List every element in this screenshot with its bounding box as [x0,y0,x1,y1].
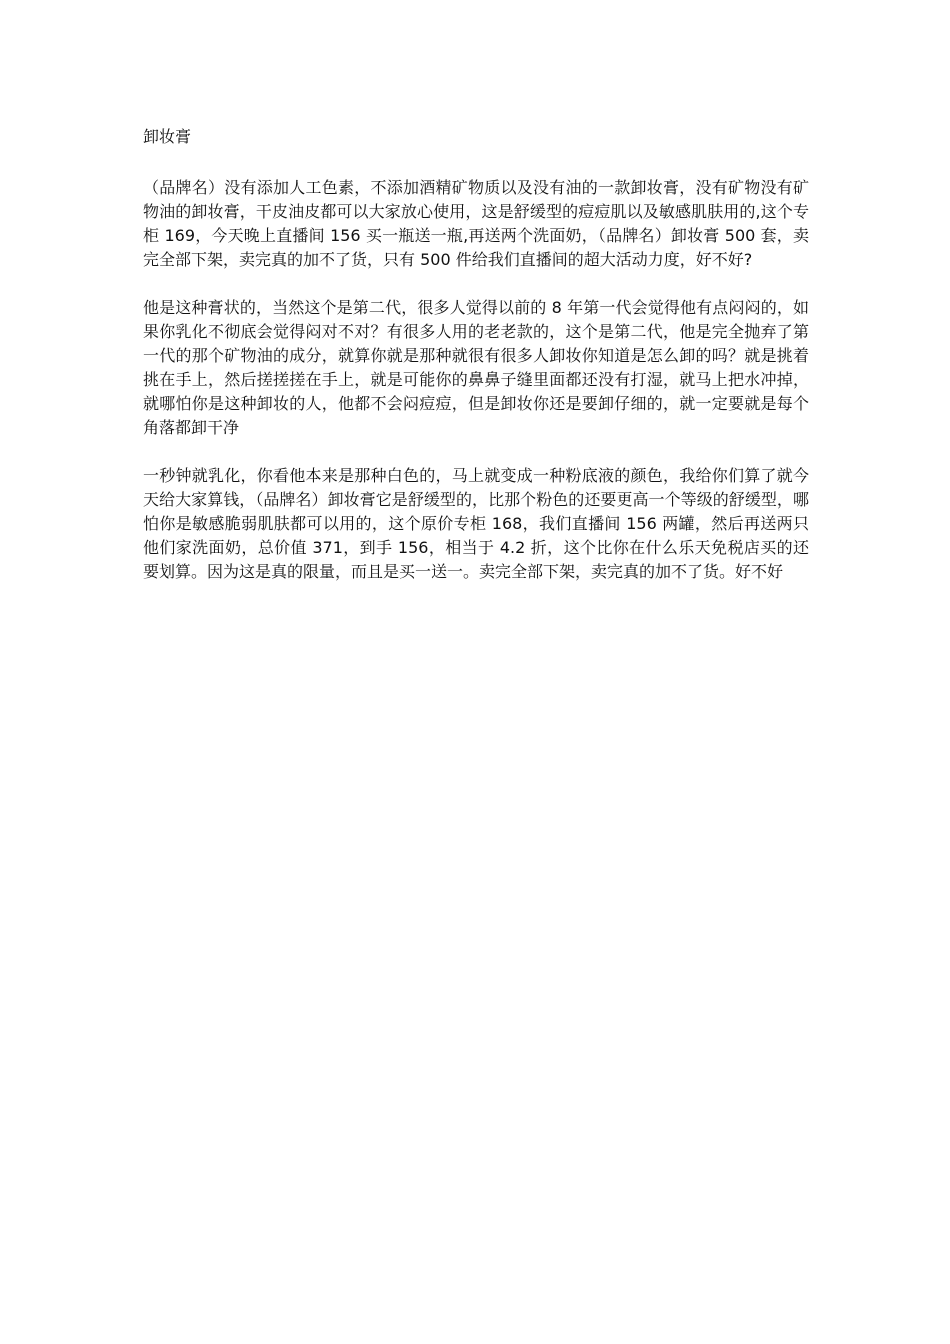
paragraph-pricing-offer: 一秒钟就乳化，你看他本来是那种白色的，马上就变成一种粉底液的颜色，我给你们算了就今天给大家算钱，（品牌名）卸妆膏它是舒缓型的，比那个粉色的还要更高一个等级的舒缓型，哪怕你是敏感脆弱肌肤都可以用的，这个原价专柜 168，我们直播间 156 两罐，然后再送两只他们家洗面奶，总价值 371，到手 156，相当于 4.2 折，这个比你在什么乐天免税店买的还要划算。因为这是真的限量，而且是买一送一。卖完全部下架，卖完真的加不了货。好不好 [143,466,809,581]
paragraph-texture-description: 他是这种膏状的，当然这个是第二代，很多人觉得以前的 8 年第一代会觉得他有点闷闷的，如果你乳化不彻底会觉得闷对不对？有很多人用的老老款的，这个是第二代，他是完全抛弃了第一代的那个矿物油的成分，就算你就是那种就很有很多人卸妆你知道是怎么卸的吗？就是挑着挑在手上，然后搓搓搓在手上，就是可能你的鼻鼻子缝里面都还没有打湿，就马上把水冲掉，就哪怕你是这种卸妆的人，他都不会闷痘痘，但是卸妆你还是要卸仔细的，就一定要就是每个角落都卸干净 [143,298,809,437]
paragraph-product-intro: （品牌名）没有添加人工色素，不添加酒精矿物质以及没有油的一款卸妆膏，没有矿物没有矿物油的卸妆膏，干皮油皮都可以大家放心使用，这是舒缓型的痘痘肌以及敏感肌肤用的,这个专柜 169，今天晚上直播间 156 买一瓶送一瓶,再送两个洗面奶，（品牌名）卸妆膏 500 套，卖完全部下架，卖完真的加不了货，只有 500 件给我们直播间的超大活动力度，好不好? [143,178,809,269]
document-body [143,124,809,608]
document-title: 卸妆膏 [143,127,192,146]
